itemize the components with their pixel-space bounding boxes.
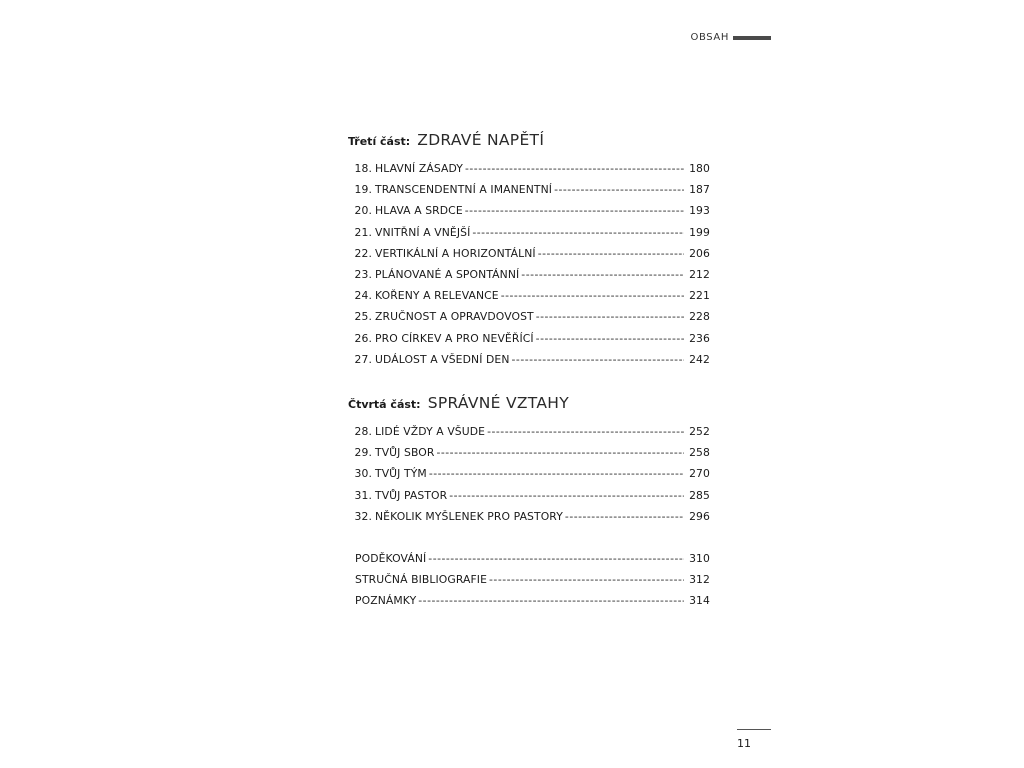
part3-prefix: Třetí část: <box>348 135 411 148</box>
toc-entry[interactable] <box>348 268 710 289</box>
running-header-label: OBSAH <box>690 32 729 43</box>
part4-heading <box>348 393 569 412</box>
part4-prefix: Čtvrtá část: <box>348 398 421 411</box>
header-bar <box>733 36 771 40</box>
toc-entry-number: 28. <box>354 425 372 438</box>
toc-leader <box>465 162 684 175</box>
toc-entry-number: 23. <box>354 267 372 281</box>
toc-entry[interactable] <box>348 226 710 247</box>
toc-entry-page: 252 <box>689 425 710 438</box>
toc-entry-title: ZRUČNOST A OPRAVDOVOST <box>375 310 534 324</box>
toc-leader <box>428 552 684 565</box>
toc-leader <box>418 594 684 607</box>
toc-entry-title: PODĚKOVÁNÍ <box>355 552 427 565</box>
toc-entry[interactable] <box>348 425 710 446</box>
toc-entry-number: 30. <box>354 467 372 481</box>
part4-toc <box>348 425 710 531</box>
toc-entry[interactable] <box>348 183 710 204</box>
toc-entry-number: 21. <box>354 225 372 239</box>
part3-toc <box>348 162 710 374</box>
toc-entry[interactable] <box>348 510 710 531</box>
toc-leader <box>429 467 684 480</box>
toc-entry-page: 242 <box>689 352 710 366</box>
toc-leader <box>565 510 684 523</box>
toc-entry-title: TVŮJ PASTOR <box>375 488 448 502</box>
toc-entry-page: 285 <box>689 488 710 502</box>
toc-entry-title: UDÁLOST A VŠEDNÍ DEN <box>375 352 510 366</box>
toc-entry-number: 29. <box>354 446 372 460</box>
toc-leader <box>436 446 684 459</box>
toc-entry-page: 310 <box>689 552 710 565</box>
toc-leader <box>536 310 684 323</box>
toc-entry[interactable] <box>348 446 710 467</box>
toc-entry-page: 206 <box>689 246 710 260</box>
toc-entry-page: 314 <box>689 594 710 608</box>
toc-leader <box>554 183 684 196</box>
toc-entry-title: TRANSCENDENTNÍ A IMANENTNÍ <box>375 183 553 197</box>
toc-leader <box>501 289 684 302</box>
toc-entry-number: 20. <box>354 204 372 218</box>
toc-entry-title: PLÁNOVANÉ A SPONTÁNNÍ <box>375 267 520 281</box>
toc-entry-number: 19. <box>354 183 372 197</box>
toc-entry-number: 31. <box>354 488 372 502</box>
toc-entry[interactable] <box>348 467 710 488</box>
toc-entry[interactable] <box>348 594 710 615</box>
toc-entry[interactable] <box>348 573 710 594</box>
toc-entry[interactable] <box>348 552 710 573</box>
toc-leader <box>472 226 684 239</box>
toc-leader <box>489 573 684 586</box>
toc-entry[interactable] <box>348 204 710 225</box>
toc-entry-number: 18. <box>354 162 372 175</box>
toc-entry-page: 312 <box>689 573 710 587</box>
toc-entry[interactable] <box>348 247 710 268</box>
toc-entry-page: 296 <box>689 509 710 523</box>
toc-entry-title: POZNÁMKY <box>355 594 417 608</box>
toc-entry-page: 199 <box>689 225 710 239</box>
toc-leader <box>487 425 684 438</box>
page-number: 11 <box>737 737 751 750</box>
toc-entry-number: 22. <box>354 246 372 260</box>
toc-entry-title: VERTIKÁLNÍ A HORIZONTÁLNÍ <box>375 246 536 260</box>
toc-entry-title: PRO CÍRKEV A PRO NEVĚŘÍCÍ <box>375 331 534 345</box>
toc-entry[interactable] <box>348 310 710 331</box>
toc-entry-title: TVŮJ SBOR <box>375 446 435 460</box>
toc-leader <box>465 204 684 217</box>
toc-entry-title: STRUČNÁ BIBLIOGRAFIE <box>355 573 488 587</box>
toc-leader <box>536 332 684 345</box>
toc-entry[interactable] <box>348 489 710 510</box>
toc-entry[interactable] <box>348 162 710 183</box>
toc-entry-page: 258 <box>689 446 710 460</box>
toc-entry-title: VNITŘNÍ A VNĚJŠÍ <box>375 225 471 239</box>
toc-entry-page: 228 <box>689 310 710 324</box>
toc-entry-page: 193 <box>689 204 710 218</box>
toc-entry-title: HLAVA A SRDCE <box>375 204 463 218</box>
part3-title: ZDRAVÉ NAPĚTÍ <box>417 131 545 149</box>
toc-entry-number: 24. <box>354 289 372 303</box>
footer-rule <box>737 729 771 730</box>
toc-leader <box>512 353 684 366</box>
toc-entry-title: HLAVNÍ ZÁSADY <box>375 162 463 175</box>
toc-entry-page: 221 <box>689 289 710 303</box>
toc-entry-page: 236 <box>689 331 710 345</box>
backmatter-toc <box>348 552 710 616</box>
toc-entry[interactable] <box>348 353 710 374</box>
toc-entry-title: TVŮJ TÝM <box>375 467 427 481</box>
toc-entry-number: 25. <box>354 310 372 324</box>
toc-leader <box>449 489 684 502</box>
toc-entry[interactable] <box>348 289 710 310</box>
toc-entry-page: 212 <box>689 267 710 281</box>
toc-entry-number: 27. <box>354 352 372 366</box>
toc-entry-title: LIDÉ VŽDY A VŠUDE <box>375 425 486 438</box>
toc-entry-page: 187 <box>689 183 710 197</box>
toc-entry-title: KOŘENY A RELEVANCE <box>375 289 499 303</box>
part4-title: SPRÁVNÉ VZTAHY <box>427 394 569 412</box>
toc-entry-page: 180 <box>689 162 710 175</box>
toc-entry-number: 32. <box>354 509 372 523</box>
toc-leader <box>521 268 684 281</box>
toc-entry-number: 26. <box>354 331 372 345</box>
toc-leader <box>538 247 684 260</box>
toc-entry-page: 270 <box>689 467 710 481</box>
part3-heading <box>348 130 544 149</box>
toc-entry-title: NĚKOLIK MYŠLENEK PRO PASTORY <box>375 509 563 523</box>
toc-entry[interactable] <box>348 332 710 353</box>
running-header <box>600 27 771 41</box>
